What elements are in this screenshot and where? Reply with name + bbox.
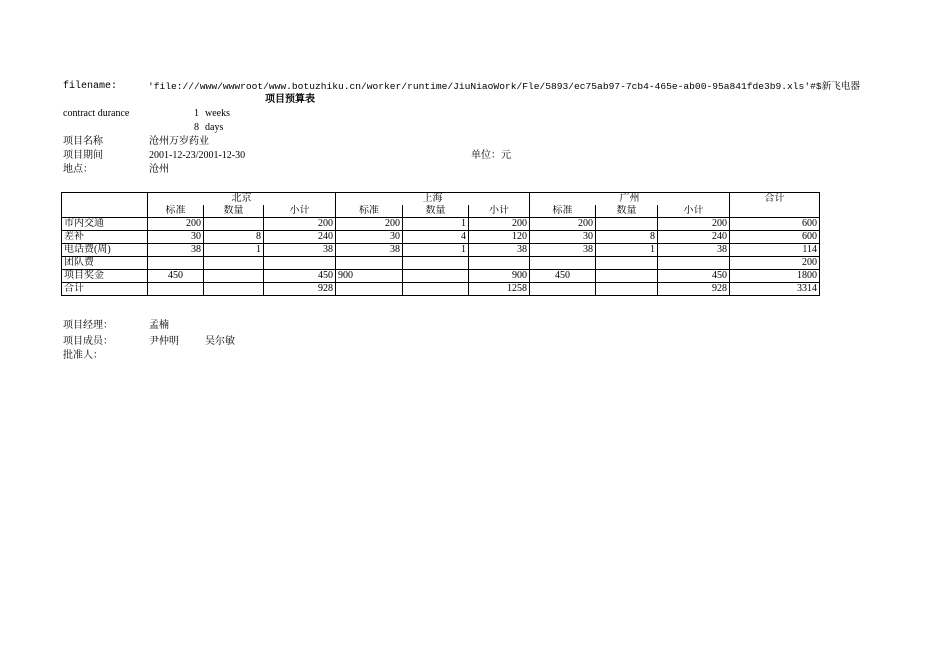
table-cell [204, 283, 264, 296]
table-cell: 120 [469, 231, 530, 244]
table-cell [148, 283, 204, 296]
table-cell [148, 257, 204, 270]
subheader-row [62, 205, 820, 218]
table-cell: 450 [148, 270, 204, 283]
days-value: 8 [194, 122, 199, 133]
filename-label: filename: [63, 81, 118, 92]
manager-value: 孟楠 [149, 320, 169, 331]
table-cell: 38 [658, 244, 730, 257]
table-cell: 1 [204, 244, 264, 257]
row-label: 电话费(周) [62, 244, 148, 257]
budget-table [61, 192, 820, 296]
table-cell [469, 257, 530, 270]
table-cell [596, 218, 658, 231]
table-cell [204, 270, 264, 283]
table-cell: 928 [658, 283, 730, 296]
location-label: 地点： [63, 164, 93, 175]
row-label: 差补 [62, 231, 148, 244]
corner-cell-sub [62, 205, 148, 218]
table-cell: 200 [264, 218, 336, 231]
subheader-total-empty [730, 205, 820, 218]
contract-durance-label: contract durance [63, 108, 130, 119]
group-header-row [62, 193, 820, 206]
table-cell [204, 218, 264, 231]
table-cell: 900 [469, 270, 530, 283]
project-name-label: 项目名称 [63, 136, 103, 147]
members-label: 项目成员： [63, 336, 113, 347]
subheader-subtotal: 小计 [469, 205, 530, 218]
group-total: 合计 [730, 193, 820, 206]
table-cell [336, 283, 403, 296]
table-row [62, 231, 820, 244]
manager-label: 项目经理： [63, 320, 113, 331]
group-beijing: 北京 [148, 193, 336, 206]
table-cell-total: 200 [730, 257, 820, 270]
table-cell-total: 114 [730, 244, 820, 257]
table-cell-total: 600 [730, 231, 820, 244]
subheader-quantity: 数量 [204, 205, 264, 218]
table-cell: 38 [336, 244, 403, 257]
table-cell: 38 [469, 244, 530, 257]
row-label: 合计 [62, 283, 148, 296]
table-cell-total: 600 [730, 218, 820, 231]
table-cell [403, 270, 469, 283]
table-cell: 1 [403, 244, 469, 257]
weeks-value: 1 [194, 108, 199, 119]
project-period-value: 2001-12-23/2001-12-30 [149, 150, 246, 161]
subheader-standard: 标准 [530, 205, 596, 218]
table-cell: 1 [403, 218, 469, 231]
row-label: 团队费 [62, 257, 148, 270]
table-cell [596, 257, 658, 270]
weeks-unit: weeks [205, 108, 230, 119]
filename-value: 'file:///www/wwwroot/www.botuzhiku.cn/worker/runtime/JiuNiaoWork/Fle/5893/ec75ab97-7cb4-465e-ab00-95a841fde3b9.xls'#$新飞电器 [148, 81, 860, 92]
table-cell [658, 257, 730, 270]
row-label: 项目奖金 [62, 270, 148, 283]
subheader-quantity: 数量 [403, 205, 469, 218]
table-cell: 8 [596, 231, 658, 244]
table-cell: 200 [336, 218, 403, 231]
table-cell-total: 3314 [730, 283, 820, 296]
table-cell [596, 270, 658, 283]
table-cell: 8 [204, 231, 264, 244]
table-cell: 1 [596, 244, 658, 257]
table-cell [336, 257, 403, 270]
table-cell: 4 [403, 231, 469, 244]
subheader-standard: 标准 [148, 205, 204, 218]
table-cell: 200 [658, 218, 730, 231]
table-cell: 450 [264, 270, 336, 283]
table-cell: 30 [530, 231, 596, 244]
subheader-subtotal: 小计 [658, 205, 730, 218]
subheader-subtotal: 小计 [264, 205, 336, 218]
table-cell [530, 257, 596, 270]
group-guangzhou: 广州 [530, 193, 730, 206]
unit-label: 单位：元 [471, 150, 511, 161]
table-cell: 450 [530, 270, 596, 283]
table-cell: 200 [530, 218, 596, 231]
table-cell [530, 283, 596, 296]
project-period-label: 项目期间 [63, 150, 103, 161]
subheader-quantity: 数量 [596, 205, 658, 218]
subheader-standard: 标准 [336, 205, 403, 218]
project-name-value: 沧州万岁药业 [149, 136, 209, 147]
group-shanghai: 上海 [336, 193, 530, 206]
table-row [62, 257, 820, 270]
sheet-title: 项目预算表 [265, 94, 315, 105]
table-cell: 1258 [469, 283, 530, 296]
table-cell [204, 257, 264, 270]
table-cell: 200 [148, 218, 204, 231]
table-row [62, 244, 820, 257]
table-row [62, 218, 820, 231]
member-2: 吴尔敏 [205, 336, 235, 347]
row-label: 市内交通 [62, 218, 148, 231]
table-cell [264, 257, 336, 270]
table-cell: 38 [264, 244, 336, 257]
table-cell: 900 [336, 270, 403, 283]
table-cell-total: 1800 [730, 270, 820, 283]
table-row-total [62, 283, 820, 296]
table-cell: 928 [264, 283, 336, 296]
table-row [62, 270, 820, 283]
corner-cell [62, 193, 148, 206]
table-cell: 200 [469, 218, 530, 231]
table-cell: 240 [264, 231, 336, 244]
table-cell: 240 [658, 231, 730, 244]
table-cell [403, 257, 469, 270]
table-cell: 450 [658, 270, 730, 283]
table-cell [596, 283, 658, 296]
days-unit: days [205, 122, 224, 133]
approver-label: 批准人： [63, 350, 103, 361]
location-value: 沧州 [149, 164, 169, 175]
table-cell: 30 [336, 231, 403, 244]
table-cell: 38 [148, 244, 204, 257]
table-cell: 38 [530, 244, 596, 257]
table-cell [403, 283, 469, 296]
member-1: 尹仲明 [149, 336, 179, 347]
table-cell: 30 [148, 231, 204, 244]
